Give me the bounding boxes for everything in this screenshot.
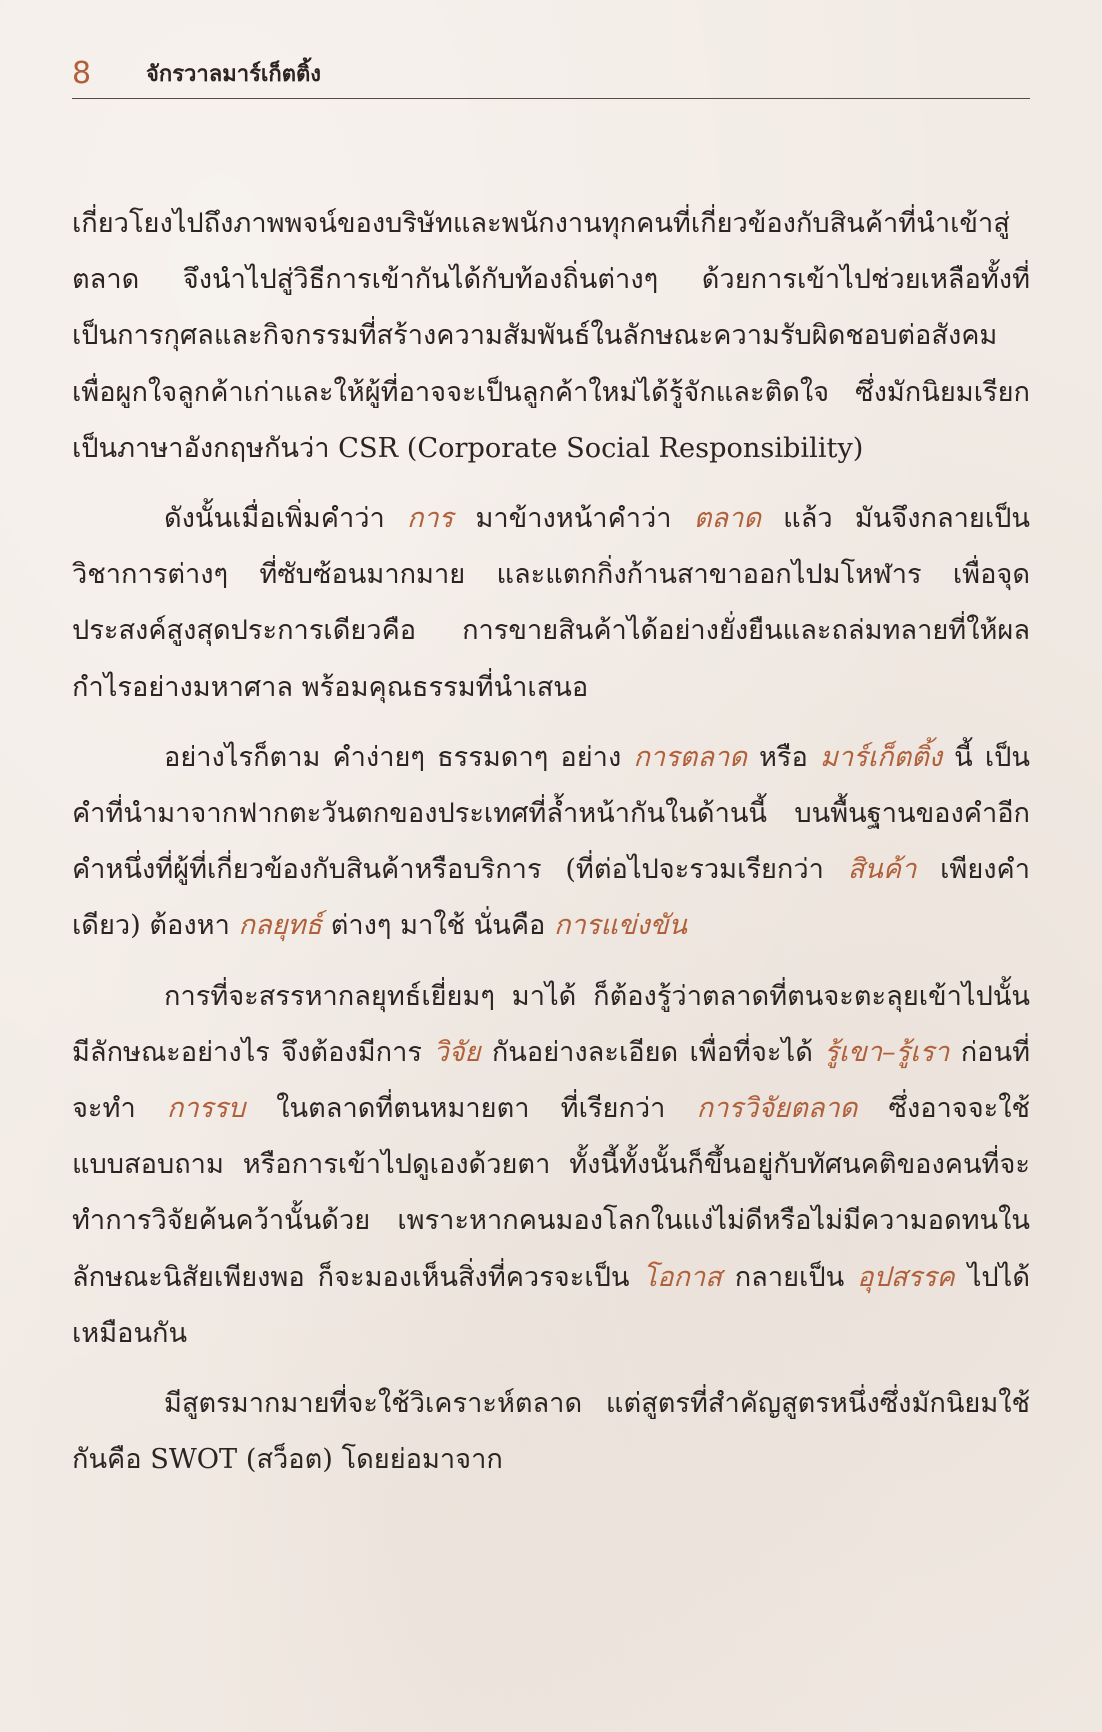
text-run: ซึ่งอาจจะใช้แบบสอบถาม หรือการเข้าไปดูเองด้วยตา ทั้งนี้ทั้งนั้นก็ขึ้นอยู่กับทัศนคติของคนที่จะทำการวิจัยค้นคว้านั้นด้วย เพราะหากคนมองโลกในแง่ไม่ดีหรือไม่มีความอดทนในลักษณะนิสัยเพียงพอ ก็จะมองเห็นสิ่งที่ควรจะเป็น <box>72 1093 1030 1293</box>
paragraph-5: มีสูตรมากมายที่จะใช้วิเคราะห์ตลาด แต่สูตรที่สำคัญสูตรหนึ่งซึ่งมักนิยมใช้กันคือ SWOT (สว็อต) โดยย่อมาจาก <box>72 1388 1030 1476</box>
highlighted-term: มาร์เก็ตติ้ง <box>819 741 943 773</box>
highlighted-term: การตลาด <box>633 741 747 773</box>
text-run: มาข้างหน้าคำว่า <box>453 503 694 535</box>
text-run: นี้ เป็นคำที่นำมาจากฟากตะวันตกของประเทศที่ล้ำหน้ากันในด้านนี้ บนพื้นฐานของคำอีกคำหนึ่งที่ผู้ที่เกี่ยวข้องกับสินค้าหรือบริการ (ที่ต่อไปจะรวมเรียกว่า <box>72 741 1030 886</box>
running-title: จักรวาลมาร์เก็ตติ้ง <box>146 62 322 87</box>
highlighted-term: โอกาส <box>642 1261 722 1293</box>
paragraph-3 <box>72 730 1030 955</box>
highlighted-term: รู้เขา–รู้เรา <box>824 1036 950 1068</box>
text-run: ไปได้เหมือนกัน <box>72 1261 1030 1349</box>
text-run: ต่างๆ มาใช้ นั่นคือ <box>322 910 555 942</box>
highlighted-term: อุปสรรค <box>857 1261 955 1293</box>
text-run: กันอย่างละเอียด เพื่อที่จะได้ <box>480 1036 825 1068</box>
text-run: การที่จะสรรหากลยุทธ์เยี่ยมๆ มาได้ ก็ต้องรู้ว่าตลาดที่ตนจะตะลุยเข้าไปนั้นมีลักษณะอย่างไร จึงต้องมีการ <box>72 980 1030 1068</box>
highlighted-term: สินค้า <box>847 854 917 886</box>
highlighted-term: การ <box>406 503 454 535</box>
page-number: 8 <box>72 56 92 91</box>
text-run: เพียงคำเดียว) ต้องหา <box>72 854 1030 942</box>
text-run: หรือ <box>746 741 820 773</box>
book-page <box>72 0 1030 1732</box>
highlighted-term: การรบ <box>166 1093 246 1125</box>
text-run: ในตลาดที่ตนหมายตา ที่เรียกว่า <box>245 1093 697 1125</box>
highlighted-term: ตลาด <box>693 503 761 535</box>
paragraph-2 <box>72 491 1030 716</box>
body-text <box>72 196 1030 1502</box>
highlighted-term: การแข่งขัน <box>554 910 687 942</box>
text-run: อย่างไรก็ตาม คำง่ายๆ ธรรมดาๆ อย่าง <box>164 741 634 773</box>
text-run: ดังนั้นเมื่อเพิ่มคำว่า <box>164 503 407 535</box>
highlighted-term: การวิจัยตลาด <box>696 1093 858 1125</box>
paragraph-1: เกี่ยวโยงไปถึงภาพพจน์ของบริษัทและพนักงานทุกคนที่เกี่ยวข้องกับสินค้าที่นำเข้าสู่ตลาด จึงนำไปสู่วิธีการเข้ากันได้กับท้องถิ่นต่างๆ ด้วยการเข้าไปช่วยเหลือทั้งที่เป็นการกุศลและกิจกรรมที่สร้างความสัมพันธ์ในลักษณะความรับผิดชอบต่อสังคม เพื่อผูกใจลูกค้าเก่าและให้ผู้ที่อาจจะเป็นลูกค้าใหม่ได้รู้จักและติดใจ ซึ่งมักนิยมเรียกเป็นภาษาอังกฤษกันว่า CSR (Corporate Social Responsibility) <box>72 208 1030 464</box>
text-run: ก่อนที่จะทำ <box>72 1036 1030 1125</box>
highlighted-term: วิจัย <box>433 1036 481 1068</box>
page-header <box>72 52 1030 99</box>
text-run: กลายเป็น <box>721 1261 858 1293</box>
text-run: แล้ว มันจึงกลายเป็นวิชาการต่างๆ ที่ซับซ้อนมากมาย และแตกกิ่งก้านสาขาออกไปมโหฬาร เพื่อจุดประสงค์สูงสุดประการเดียวคือ การขายสินค้าได้อย่างยั่งยืนและถล่มทลายที่ให้ผลกำไรอย่างมหาศาล พร้อมคุณธรรมที่นำเสนอ <box>72 503 1030 703</box>
paragraph-4 <box>72 969 1030 1362</box>
highlighted-term: กลยุทธ์ <box>238 910 323 942</box>
